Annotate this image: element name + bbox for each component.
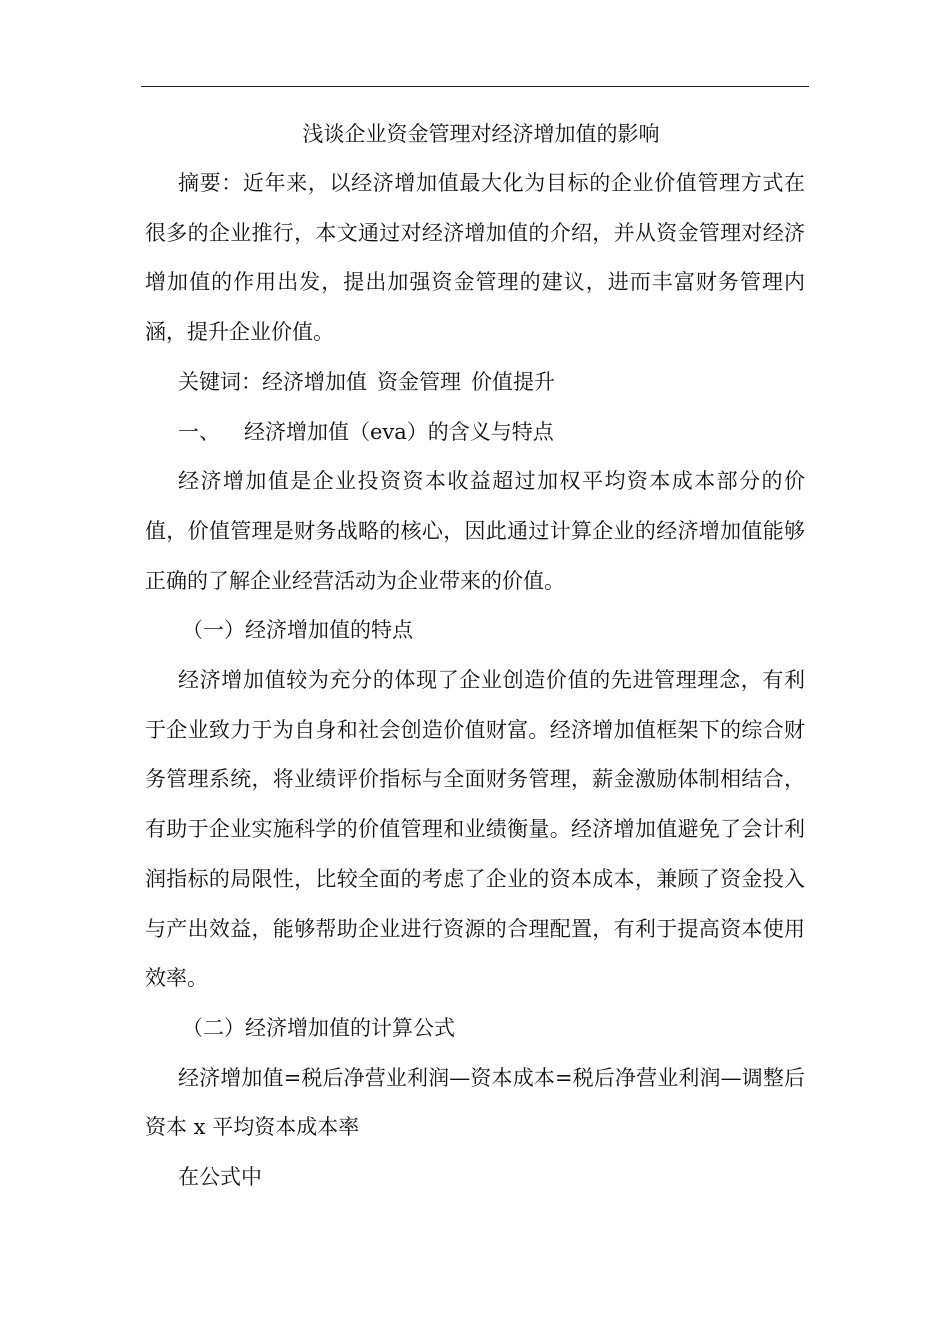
keyword-item: 资金管理	[377, 369, 461, 394]
section-number: 一、	[178, 419, 220, 444]
document-body	[145, 110, 805, 1203]
body-paragraph: 在公式中	[178, 1165, 262, 1190]
subsection-heading: （二）经济增加值的计算公式	[182, 1015, 455, 1040]
section-heading	[145, 408, 805, 458]
body-paragraph: 经济增加值是企业投资资本收益超过加权平均资本成本部分的价值，价值管理是财务战略的核心，因此通过计算企业的经济增加值能够正确的了解企业经营活动为企业带来的价值。	[145, 469, 805, 593]
section-title: 经济增加值（eva）的含义与特点	[244, 419, 554, 444]
keywords-line	[145, 358, 805, 408]
formula-paragraph: 经济增加值=税后净营业利润—资本成本=税后净营业利润—调整后资本 x 平均资本成本率	[145, 1065, 805, 1140]
keyword-item: 经济增加值	[262, 369, 367, 394]
body-paragraph: 经济增加值较为充分的体现了企业创造价值的先进管理理念，有利于企业致力于为自身和社会创造价值财富。经济增加值框架下的综合财务管理系统，将业绩评价指标与全面财务管理，薪金激励体制相结合，有助于企业实施科学的价值管理和业绩衡量。经济增加值避免了会计利润指标的局限性，比较全面的考虑了企业的资本成本，兼顾了资金投入与产出效益，能够帮助企业进行资源的合理配置，有利于提高资本使用效率。	[145, 668, 805, 991]
header-rule	[141, 86, 809, 87]
document-title: 浅谈企业资金管理对经济增加值的影响	[302, 122, 660, 146]
subsection-heading: （一）经济增加值的特点	[182, 618, 413, 643]
keywords-label: 关键词：	[178, 369, 262, 394]
abstract-paragraph: 摘要：近年来，以经济增加值最大化为目标的企业价值管理方式在很多的企业推行，本文通过对经济增加值的介绍，并从资金管理对经济增加值的作用出发，提出加强资金管理的建议，进而丰富财务管理内涵，提升企业价值。	[145, 171, 805, 345]
keyword-item: 价值提升	[471, 369, 555, 394]
